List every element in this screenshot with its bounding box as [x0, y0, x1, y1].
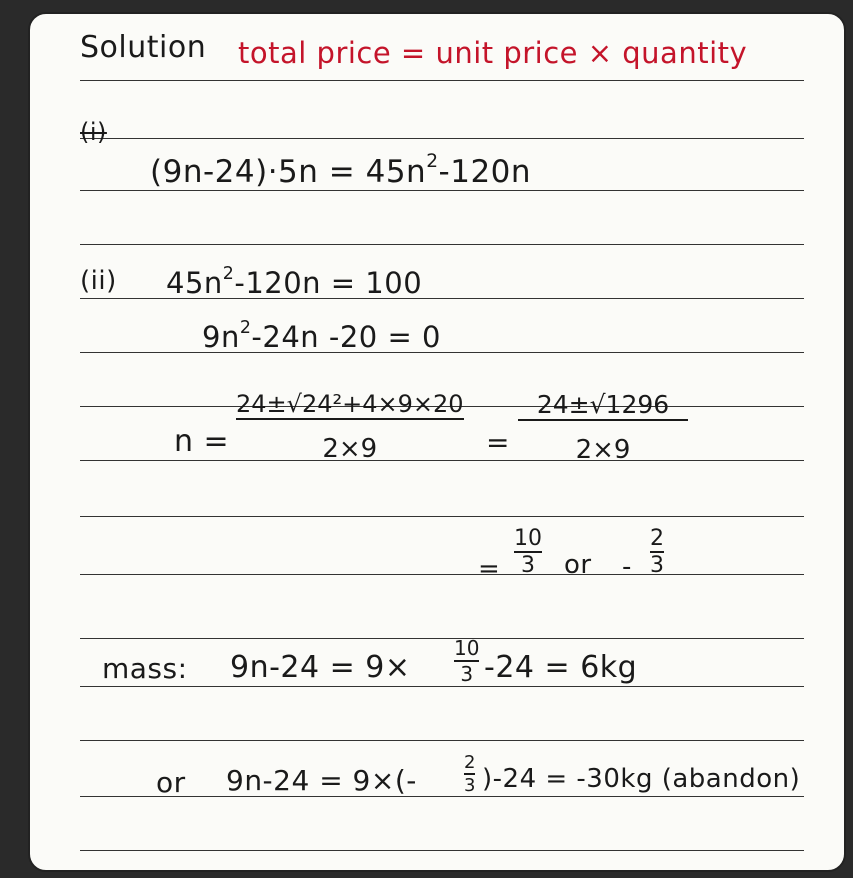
mass-fraction-denominator: 3	[460, 662, 474, 686]
mass-line-1-a: 9n-24 = 9×	[230, 650, 411, 685]
ruled-line	[80, 244, 804, 245]
eq2-exponent: 2	[239, 318, 252, 339]
result-equals: =	[478, 554, 501, 584]
eq2-b: -24n -20 = 0	[251, 320, 441, 354]
part-i-exponent: 2	[426, 151, 439, 173]
mass-label: mass:	[102, 652, 188, 685]
mass-line-2-fraction	[464, 752, 475, 796]
n-label: n =	[174, 424, 230, 459]
ruled-line	[80, 740, 804, 741]
part-ii-label: (ii)	[80, 266, 117, 296]
eq1-a: 45n	[166, 266, 223, 300]
mass-line-2-a: 9n-24 = 9×(-	[226, 764, 417, 797]
fraction-2-denominator: 2×9	[575, 435, 631, 465]
ruled-line	[80, 796, 804, 797]
part-ii-eq1	[166, 266, 422, 300]
part-i-equation	[150, 151, 532, 190]
fraction-1-numerator: 24±√24²+4×9×20	[236, 390, 464, 418]
fraction-bar	[236, 418, 464, 420]
mass-fraction-2-numerator: 2	[464, 752, 476, 773]
mass-line-1-fraction	[454, 636, 479, 686]
part-i-label: (i)	[80, 118, 107, 146]
solution-1-fraction	[514, 526, 542, 578]
fraction-bar	[518, 419, 688, 421]
eq1-b: -120n = 100	[234, 266, 423, 300]
mass-fraction-numerator: 10	[454, 636, 480, 660]
mass-fraction-2-denominator: 3	[464, 775, 476, 796]
mass-or-label: or	[156, 766, 186, 799]
solution-2-fraction	[650, 526, 664, 578]
quadratic-fraction-1	[236, 390, 464, 464]
minus-sign: -	[622, 552, 632, 582]
solution-label: Solution	[80, 30, 207, 65]
ruled-line	[80, 850, 804, 851]
part-ii-eq2	[202, 320, 441, 354]
fraction-1-denominator: 2×9	[322, 434, 378, 464]
ruled-line	[80, 80, 804, 81]
ruled-line	[80, 138, 804, 139]
part-i-lhs: (9n-24)·5n = 45n	[150, 154, 427, 190]
notebook-page	[28, 12, 846, 872]
eq2-a: 9n	[202, 320, 240, 354]
solution-2-denominator: 3	[650, 553, 664, 578]
ruled-line	[80, 352, 804, 353]
solution-1-numerator: 10	[514, 526, 542, 551]
fraction-2-numerator: 24±√1296	[536, 390, 670, 419]
ruled-line	[80, 574, 804, 575]
mass-line-2-b: )-24 = -30kg (abandon)	[482, 764, 801, 794]
price-formula: total price = unit price × quantity	[238, 36, 748, 70]
ruled-line	[80, 638, 804, 639]
or-text: or	[564, 550, 592, 580]
ruled-line	[80, 686, 804, 687]
ruled-line	[80, 516, 804, 517]
solution-2-numerator: 2	[650, 526, 664, 551]
eq1-exponent: 2	[222, 264, 235, 285]
part-i-rhs: -120n	[438, 154, 532, 190]
mass-line-1-b: -24 = 6kg	[484, 650, 638, 685]
ruled-line	[80, 190, 804, 191]
quadratic-fraction-2	[518, 390, 688, 465]
equals-sign: =	[486, 426, 510, 459]
solution-1-denominator: 3	[521, 553, 535, 578]
